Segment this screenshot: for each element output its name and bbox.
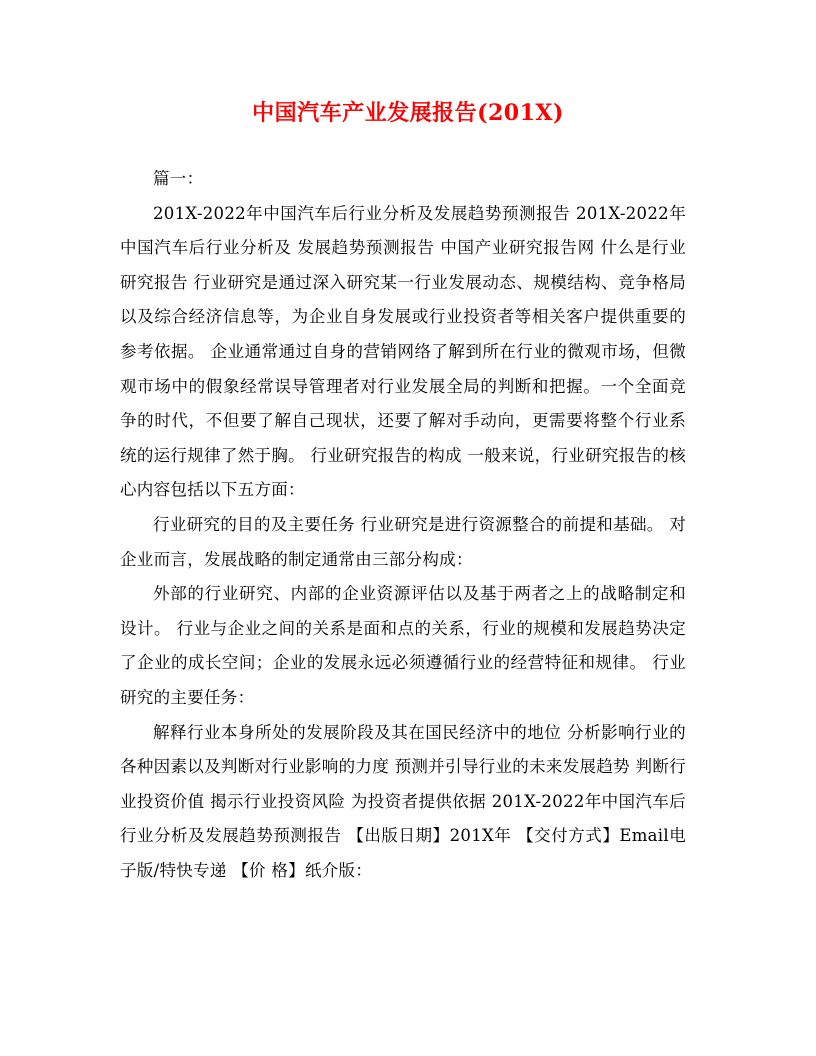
paragraph-main-tasks: 解释行业本身所处的发展阶段及其在国民经济中的地位 分析影响行业的各种因素以及判断对行业影响的力度 预测并引导行业的未来发展趋势 判断行业投资价值 揭示行业投资风险 为投资者提供依据 201X-2022年中国汽车后行业分析及发展趋势预测报告 【出版日期】201X年 【交付方式】Email电子版/特快专递 【价 格】纸介版： <box>120 722 686 880</box>
paragraph-report-intro: 201X-2022年中国汽车后行业分析及发展趋势预测报告 201X-2022年中国汽车后行业分析及 发展趋势预测报告 中国产业研究报告网 什么是行业研究报告 行业研究是通过深入研究某一行业发展动态、规模结构、竞争格局以及综合经济信息等，为企业自身发展或行业投资者等相关客户提供重要的参考依据。 企业通常通过自身的营销网络了解到所在行业的微观市场，但微观市场中的假象经常误导管理者对行业发展全局的判断和把握。一个全面竞争的时代，不但要了解自己现状，还要了解对手动向，更需要将整个行业系统的运行规律了然于胸。 行业研究报告的构成 一般来说，行业研究报告的核心内容包括以下五方面： <box>120 203 686 500</box>
paragraph-section-label: 篇一： <box>153 169 204 188</box>
document-title: 中国汽车产业发展报告(201X) <box>252 100 564 126</box>
document-body <box>120 162 686 888</box>
paragraph-strategy-components: 外部的行业研究、内部的企业资源评估以及基于两者之上的战略制定和设计。 行业与企业之间的关系是面和点的关系，行业的规模和发展趋势决定了企业的成长空间；企业的发展永远必须遵循行业的经营特征和规律。 行业研究的主要任务： <box>120 584 686 707</box>
paragraph-research-purpose: 行业研究的目的及主要任务 行业研究是进行资源整合的前提和基础。 对企业而言，发展战略的制定通常由三部分构成： <box>120 514 686 569</box>
